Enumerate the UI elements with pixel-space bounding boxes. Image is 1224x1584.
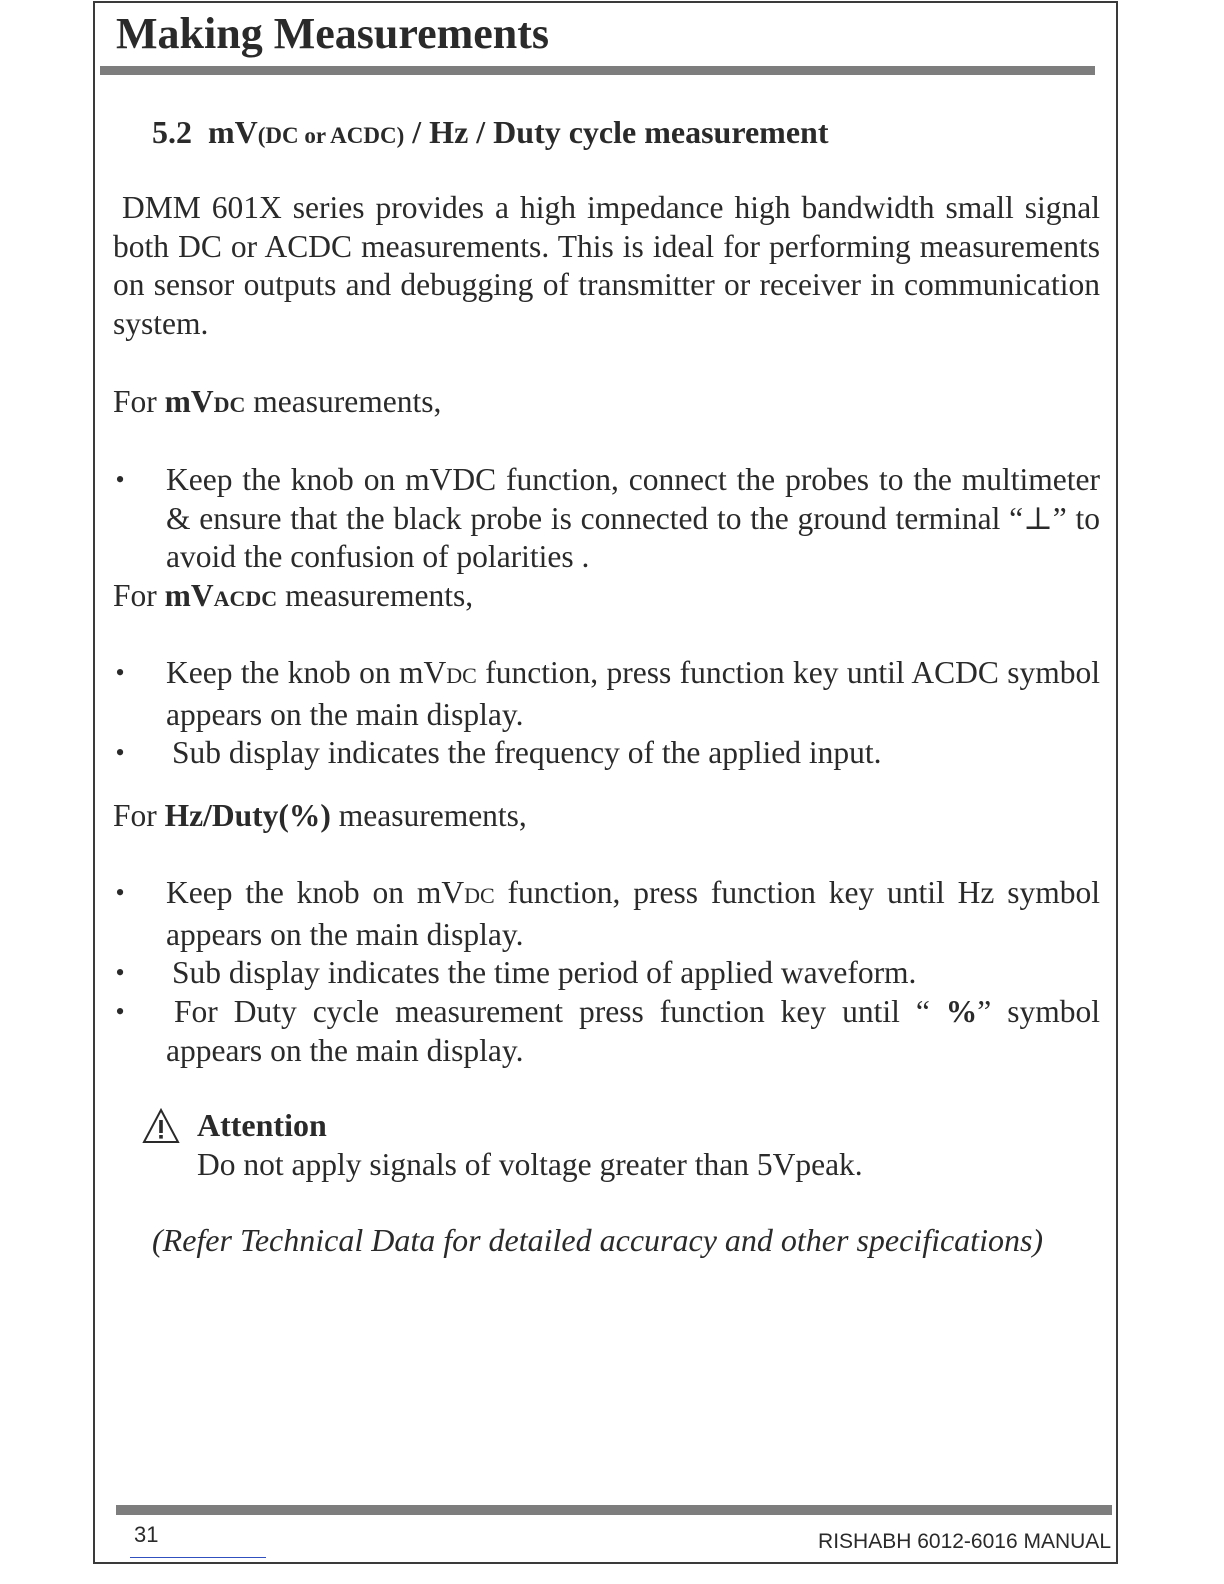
list-item-text-bold: % [945, 994, 978, 1030]
list-item-text-part: function, press function key until ACDC symbol appears on the main display. [166, 655, 1100, 732]
footer-rule [116, 1505, 1112, 1515]
warning-triangle-icon [142, 1108, 180, 1144]
list-item [113, 461, 1100, 577]
mvdc-lead-bold: mV [164, 384, 214, 419]
list-item-text: Keep the knob on mVDC function, connect the probes to the multimeter & ensure that the black probe is connected to the ground terminal “⊥” to avoid the confusion of polarities . [166, 462, 1100, 575]
bullet-icon: • [115, 958, 125, 988]
mvdc-lead-prefix: For [113, 384, 165, 419]
list-item-text [166, 654, 1100, 734]
list-item-text-sub: DC [464, 883, 495, 908]
list-item [113, 993, 1100, 1070]
list-item [113, 734, 1100, 773]
hzduty-lead-suffix: measurements, [330, 798, 527, 833]
header-rule [100, 66, 1095, 75]
bullet-icon: • [115, 658, 125, 687]
mvacdc-lead-sub: ACDC [213, 586, 278, 611]
list-item-text-part: ” symbol appears on the main display. [166, 994, 1100, 1068]
section-heading-paren: (DC or ACDC) [257, 123, 405, 148]
list-item-text-part: Keep the knob on mV [166, 875, 465, 910]
mvdc-lead-suffix: measurements, [245, 384, 442, 419]
bullet-icon: • [115, 738, 125, 768]
list-item [113, 954, 1100, 993]
hzduty-lead [113, 797, 527, 836]
mvdc-bullet-list [113, 461, 1100, 577]
hzduty-bullet-list [113, 874, 1100, 1071]
mvacdc-lead [113, 577, 473, 619]
mvacdc-lead-suffix: measurements, [277, 578, 474, 613]
attention-text: Do not apply signals of voltage greater than 5Vpeak. [197, 1147, 863, 1182]
mvdc-lead-sub: DC [213, 392, 246, 417]
section-number: 5.2 [152, 114, 192, 150]
bullet-icon: • [115, 878, 125, 907]
list-item-text: Sub display indicates the time period of applied waveform. [172, 955, 917, 991]
refer-note: (Refer Technical Data for detailed accuracy and other specifications) [152, 1222, 1044, 1258]
section-heading-mv: mV [208, 114, 258, 150]
page-title: Making Measurements [116, 9, 550, 58]
section-heading-rest: / Hz / Duty cycle measurement [404, 114, 829, 150]
intro-paragraph: DMM 601X series provides a high impedance high bandwidth small signal both DC or ACDC measurements. This is ideal for performing measurements on sensor outputs and debugging of transmitter or receiver in communication system. [113, 190, 1100, 342]
list-item-text-part: For Duty cycle measurement press function key until “ [174, 994, 946, 1030]
list-item-text-part: function, press function key until Hz symbol appears on the main display. [166, 875, 1100, 952]
mvacdc-lead-prefix: For [113, 578, 165, 613]
list-item-text [166, 993, 1100, 1070]
bullet-icon: • [115, 465, 125, 494]
mvdc-lead [113, 383, 441, 425]
list-item [113, 874, 1100, 954]
attention-title: Attention [197, 1107, 327, 1143]
page-number-underline [130, 1557, 266, 1558]
list-item-text: Sub display indicates the frequency of the applied input. [172, 735, 882, 771]
list-item [113, 654, 1100, 734]
list-item-text-sub: DC [446, 663, 477, 688]
mvacdc-lead-bold: mV [164, 578, 214, 613]
footer-manual-name: RISHABH 6012-6016 MANUAL [818, 1530, 1111, 1553]
hzduty-lead-bold: Hz/Duty(%) [164, 798, 331, 833]
bullet-icon: • [115, 997, 125, 1027]
mvacdc-bullet-list [113, 654, 1100, 773]
list-item-text [166, 874, 1100, 954]
hzduty-lead-prefix: For [113, 798, 165, 833]
page-number: 31 [134, 1522, 159, 1547]
section-heading [152, 112, 828, 156]
list-item-text-part: Keep the knob on mV [166, 655, 447, 690]
